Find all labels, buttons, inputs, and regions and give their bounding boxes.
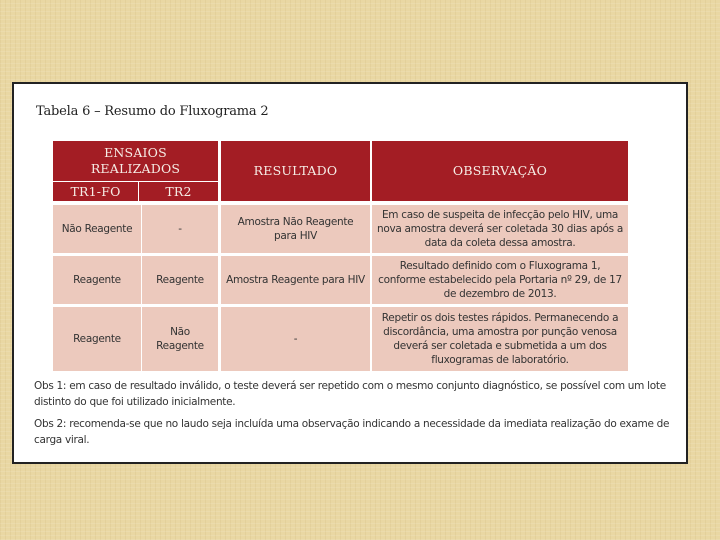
header-ensaios-line2: REALIZADOS — [90, 161, 181, 176]
header-tr1: TR1-FO — [53, 182, 138, 201]
header-observacao: OBSERVAÇÃO — [372, 141, 628, 201]
row3-observacao-text: Repetir os dois testes rápidos. Permanecendo a discordância, uma amostra por punção venosa deverá ser coletada e submetida a um dos fluxogramas de laboratório. — [381, 312, 619, 366]
row2-resultado-text: Amostra Reagente para HIV — [226, 274, 365, 286]
row3-tr1-text: Reagente — [73, 333, 121, 345]
row1-observacao-text: Em caso de suspeita de infecção pelo HIV, uma nova amostra deverá ser coletada 30 dias após a data da coleta dessa amostra. — [376, 209, 624, 249]
row3-observacao — [372, 307, 628, 371]
row2-resultado — [221, 256, 370, 304]
row1-tr2 — [142, 205, 218, 253]
note-obs1: Obs 1: em caso de resultado inválido, o teste deverá ser repetido com o mesmo conjunto diagnóstico, se possível com um lote distinto do que foi utilizado inicialmente. — [34, 380, 666, 408]
row2-observacao-text: Resultado definido com o Fluxograma 1, conforme estabelecido pela Portaria nº 29, de 17 de dezembro de 2013. — [378, 260, 622, 300]
slide-frame — [12, 82, 688, 464]
header-resultado: RESULTADO — [221, 141, 370, 201]
row1-tr2-text: - — [178, 223, 182, 235]
row3-tr1 — [53, 307, 141, 371]
row2-tr1-text: Reagente — [73, 274, 121, 286]
row2-tr2-text: Reagente — [156, 274, 204, 286]
table-caption: Tabela 6 – Resumo do Fluxograma 2 — [36, 104, 269, 119]
header-ensaios-line1: ENSAIOS — [104, 145, 167, 160]
row3-tr2 — [142, 307, 218, 371]
row1-tr1 — [53, 205, 141, 253]
header-ensaios-realizados — [53, 141, 218, 181]
row1-resultado — [221, 205, 370, 253]
row1-observacao — [372, 205, 628, 253]
row3-tr2-text: Não Reagente — [156, 326, 204, 352]
row2-tr2 — [142, 256, 218, 304]
row1-resultado-text: Amostra Não Reagente para HIV — [237, 216, 354, 242]
note-obs2: Obs 2: recomenda-se que no laudo seja incluída uma observação indicando a necessidade da imediata realização do exame de carga viral. — [34, 418, 670, 446]
row3-resultado — [221, 307, 370, 371]
header-tr2: TR2 — [139, 182, 218, 201]
row3-resultado-text: - — [293, 333, 298, 345]
row2-observacao — [372, 256, 628, 304]
row2-tr1 — [53, 256, 141, 304]
row1-tr1-text: Não Reagente — [61, 223, 133, 235]
